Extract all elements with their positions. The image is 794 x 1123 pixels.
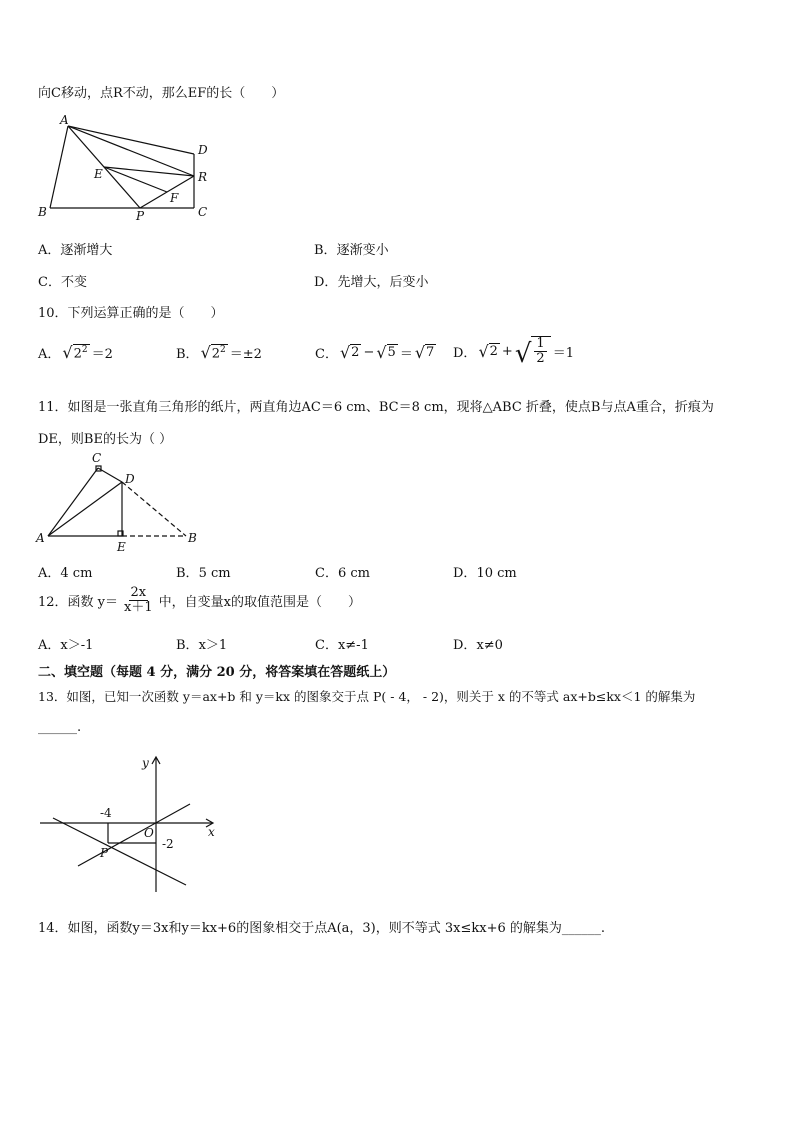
q13-stem: 13．如图，已知一次函数 y＝ax+b 和 y＝kx 的图象交于点 P( - 4， - 2)，则关于 x 的不等式 ax+b≤kx＜1 的解集为 xyxy=(38,689,696,704)
option-key: A． xyxy=(38,243,61,258)
denominator: x＋1 xyxy=(124,600,153,616)
q9-figure xyxy=(32,112,222,224)
q9-label-R: R xyxy=(198,170,208,184)
q11-label-B: B xyxy=(188,531,197,545)
sqrt-expression: √ $2^2$ xyxy=(200,343,226,363)
sqrt-expression: √ 2 xyxy=(339,342,360,362)
q13-figure xyxy=(38,752,223,897)
option-text: x＞1 xyxy=(198,638,228,653)
q10-option-b xyxy=(176,343,262,362)
option-text: 不变 xyxy=(60,275,87,290)
operator: + xyxy=(501,343,513,359)
q11-label-E: E xyxy=(117,540,126,554)
q11-stem-line1: 11．如图是一张直角三角形的纸片，两直角边AC＝6 cm、BC＝8 cm，现将△ABC 折叠，使点B与点A重合，折痕为 xyxy=(38,400,714,415)
option-text: 逐渐增大 xyxy=(60,243,113,258)
sqrt-fraction: √ $\frac{1}{2}$ xyxy=(515,336,551,367)
q11-option-a xyxy=(38,562,92,581)
q13-label-x: x xyxy=(208,825,215,839)
numerator: 2x xyxy=(130,585,147,600)
q12-option-d xyxy=(453,634,503,653)
option-key: A． xyxy=(38,566,61,581)
q9-option-d xyxy=(314,271,428,290)
denominator: 2 xyxy=(536,351,545,367)
q10-option-d xyxy=(453,336,574,367)
q11-label-A: A xyxy=(36,531,45,545)
exponent: 2 xyxy=(81,344,88,355)
option-key: D． xyxy=(453,566,477,581)
q12-option-b xyxy=(176,634,227,653)
option-key: C． xyxy=(315,638,338,653)
option-text: x≠-1 xyxy=(337,638,369,653)
option-key: D． xyxy=(453,345,477,361)
q9-label-A: A xyxy=(60,113,69,127)
q9-label-E: E xyxy=(94,167,103,181)
q13-blank: ______. xyxy=(38,720,82,735)
q9-label-P: P xyxy=(136,209,145,223)
q11-stem-line2: DE，则BE的长为（ ） xyxy=(38,432,173,447)
q14-stem: 14．如图，函数y＝3x和y＝kx+6的图象相交于点A(a，3)，则不等式 3x≤kx+6 的解集为______. xyxy=(38,921,606,936)
q10-option-c xyxy=(315,343,436,362)
option-key: C． xyxy=(315,566,338,581)
option-text: 4 cm xyxy=(60,566,93,581)
radicand: 2 xyxy=(73,345,82,361)
q9-label-D: D xyxy=(198,143,208,157)
q12-suffix: 中，自变量x的取值范围是（ ） xyxy=(158,595,361,611)
q11-option-c xyxy=(315,562,370,581)
option-key: D． xyxy=(314,275,338,290)
q12-fraction xyxy=(122,586,155,616)
option-key: C． xyxy=(38,275,61,290)
q11-label-D: D xyxy=(125,472,135,486)
q9-option-c xyxy=(38,271,87,290)
option-text: x＞-1 xyxy=(60,638,94,653)
q13-label-y: y xyxy=(142,756,149,770)
q13-label-neg4: -4 xyxy=(100,806,112,820)
q10-stem: 10．下列运算正确的是（ ） xyxy=(38,306,224,321)
result: ＝2 xyxy=(91,347,113,362)
q9-option-a xyxy=(38,239,112,258)
option-text: 6 cm xyxy=(337,566,370,581)
sqrt-expression: √ 7 xyxy=(414,342,435,362)
numerator: 1 xyxy=(536,336,545,351)
q9-option-b xyxy=(314,239,389,258)
q11-option-d xyxy=(453,562,517,581)
option-text: x≠0 xyxy=(476,638,503,653)
exponent: 2 xyxy=(220,344,226,355)
q9-stem-tail: 向C移动，点R不动，那么EF的长（ ） xyxy=(38,86,285,101)
q9-label-F: F xyxy=(170,191,179,205)
q13-label-O: O xyxy=(144,826,154,840)
q12-prefix: 12．函数 y＝ xyxy=(38,595,119,611)
q12-option-c xyxy=(315,634,369,653)
option-text: 5 cm xyxy=(198,566,231,581)
result: ＝1 xyxy=(552,345,574,361)
q9-label-B: B xyxy=(38,205,47,219)
q12-option-a xyxy=(38,634,93,653)
q11-option-b xyxy=(176,562,231,581)
q10-option-a xyxy=(38,343,113,362)
q11-figure xyxy=(32,450,207,555)
sqrt-expression: √ $2^2$ xyxy=(62,343,88,363)
q11-label-C: C xyxy=(92,451,102,465)
result: ＝±2 xyxy=(229,347,262,362)
option-key: B． xyxy=(176,566,199,581)
option-key: D． xyxy=(453,638,477,653)
q13-label-neg2: -2 xyxy=(162,837,174,851)
q9-label-C: C xyxy=(198,205,208,219)
q13-label-P: P xyxy=(100,846,109,860)
option-key: A． xyxy=(38,347,61,362)
option-text: 10 cm xyxy=(476,566,517,581)
operator: ＝ xyxy=(399,347,413,362)
operator: − xyxy=(363,345,375,360)
sqrt-expression: √ 2 xyxy=(478,341,498,361)
option-text: 先增大，后变小 xyxy=(337,275,429,290)
radicand: 2 xyxy=(211,345,221,361)
option-key: B． xyxy=(176,638,199,653)
option-text: 逐渐变小 xyxy=(336,243,389,258)
option-key: A． xyxy=(38,638,61,653)
option-key: C． xyxy=(315,347,338,362)
section-heading: 二、填空题（每题 4 分，满分 20 分，将答案填在答题纸上） xyxy=(38,665,396,680)
sqrt-expression: √ 5 xyxy=(376,342,396,362)
q12-stem xyxy=(38,586,361,616)
option-key: B． xyxy=(314,243,337,258)
option-key: B． xyxy=(176,347,199,362)
